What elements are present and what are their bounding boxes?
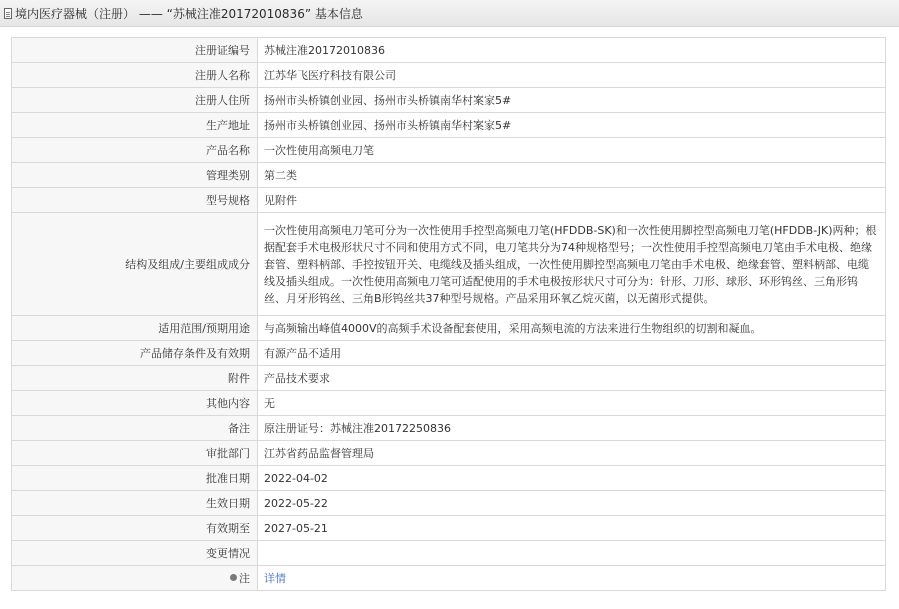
table-row bbox=[12, 213, 886, 316]
field-value: 江苏华飞医疗科技有限公司 bbox=[258, 63, 886, 88]
field-value: 与高频输出峰值4000V的高频手术设备配套使用，采用高频电流的方法来进行生物组织的切割和凝血。 bbox=[258, 316, 886, 341]
table-row bbox=[12, 138, 886, 163]
field-value: 原注册证号：苏械注准20172250836 bbox=[258, 416, 886, 441]
field-value: 苏械注准20172010836 bbox=[258, 38, 886, 63]
table-row bbox=[12, 541, 886, 566]
field-label: 有效期至 bbox=[12, 516, 258, 541]
note-value-cell bbox=[258, 566, 886, 591]
field-label: 注册人住所 bbox=[12, 88, 258, 113]
field-label: 型号规格 bbox=[12, 188, 258, 213]
field-value: 一次性使用高频电刀笔可分为一次性使用手控型高频电刀笔(HFDDB-SK)和一次性使用脚控型高频电刀笔(HFDDB-JK)两种；根据配套手术电极形状尺寸不同和使用方式不同，电刀笔共分为74种规格型号；一次性使用手控型高频电刀笔由手术电极、绝缘套管、塑料柄部、手控按钮开关、电缆线及插头组成，一次性使用脚控型高频电刀笔由手术电极、绝缘套管、塑料柄部、电缆线及插头组成。一次性使用高频电刀笔可适配使用的手术电极按形状尺寸可分为：针形、刀形、球形、环形钨丝、三角形钨丝、月牙形钨丝、三角B形钨丝共37种型号规格。产品采用环氧乙烷灭菌，以无菌形式提供。 bbox=[258, 213, 886, 316]
table-row bbox=[12, 416, 886, 441]
field-label: 审批部门 bbox=[12, 441, 258, 466]
page-title: 境内医疗器械（注册） —— “苏械注准20172010836” 基本信息 bbox=[15, 6, 363, 21]
field-value bbox=[258, 541, 886, 566]
table-row bbox=[12, 188, 886, 213]
field-label: 注册人名称 bbox=[12, 63, 258, 88]
field-label: 产品名称 bbox=[12, 138, 258, 163]
pin-icon bbox=[230, 574, 237, 581]
note-label-cell bbox=[12, 566, 258, 591]
note-label: 注 bbox=[239, 571, 250, 585]
table-row bbox=[12, 491, 886, 516]
document-icon bbox=[4, 8, 12, 19]
table-row bbox=[12, 466, 886, 491]
field-label: 其他内容 bbox=[12, 391, 258, 416]
table-row bbox=[12, 516, 886, 541]
field-value: 2022-05-22 bbox=[258, 491, 886, 516]
field-value: 第二类 bbox=[258, 163, 886, 188]
field-value: 江苏省药品监督管理局 bbox=[258, 441, 886, 466]
field-value: 扬州市头桥镇创业园、扬州市头桥镇南华村案家5# bbox=[258, 113, 886, 138]
table-row bbox=[12, 163, 886, 188]
table-row bbox=[12, 391, 886, 416]
field-value: 有源产品不适用 bbox=[258, 341, 886, 366]
basic-info-table bbox=[11, 37, 886, 591]
field-value: 产品技术要求 bbox=[258, 366, 886, 391]
field-label: 批准日期 bbox=[12, 466, 258, 491]
field-value: 扬州市头桥镇创业园、扬州市头桥镇南华村案家5# bbox=[258, 88, 886, 113]
table-row bbox=[12, 366, 886, 391]
field-label: 备注 bbox=[12, 416, 258, 441]
table-row bbox=[12, 63, 886, 88]
field-value: 见附件 bbox=[258, 188, 886, 213]
table-row bbox=[12, 441, 886, 466]
field-value: 一次性使用高频电刀笔 bbox=[258, 138, 886, 163]
table-row bbox=[12, 88, 886, 113]
field-label: 生效日期 bbox=[12, 491, 258, 516]
table-row bbox=[12, 316, 886, 341]
table-row bbox=[12, 38, 886, 63]
field-label: 管理类别 bbox=[12, 163, 258, 188]
table-row bbox=[12, 566, 886, 591]
table-row bbox=[12, 113, 886, 138]
field-label: 适用范围/预期用途 bbox=[12, 316, 258, 341]
field-label: 注册证编号 bbox=[12, 38, 258, 63]
details-link[interactable]: 详情 bbox=[264, 571, 286, 585]
page-header bbox=[0, 0, 899, 27]
field-value: 无 bbox=[258, 391, 886, 416]
field-label: 附件 bbox=[12, 366, 258, 391]
field-label: 产品储存条件及有效期 bbox=[12, 341, 258, 366]
field-label: 变更情况 bbox=[12, 541, 258, 566]
field-value: 2022-04-02 bbox=[258, 466, 886, 491]
field-label: 结构及组成/主要组成成分 bbox=[12, 213, 258, 316]
field-value: 2027-05-21 bbox=[258, 516, 886, 541]
table-row bbox=[12, 341, 886, 366]
field-label: 生产地址 bbox=[12, 113, 258, 138]
